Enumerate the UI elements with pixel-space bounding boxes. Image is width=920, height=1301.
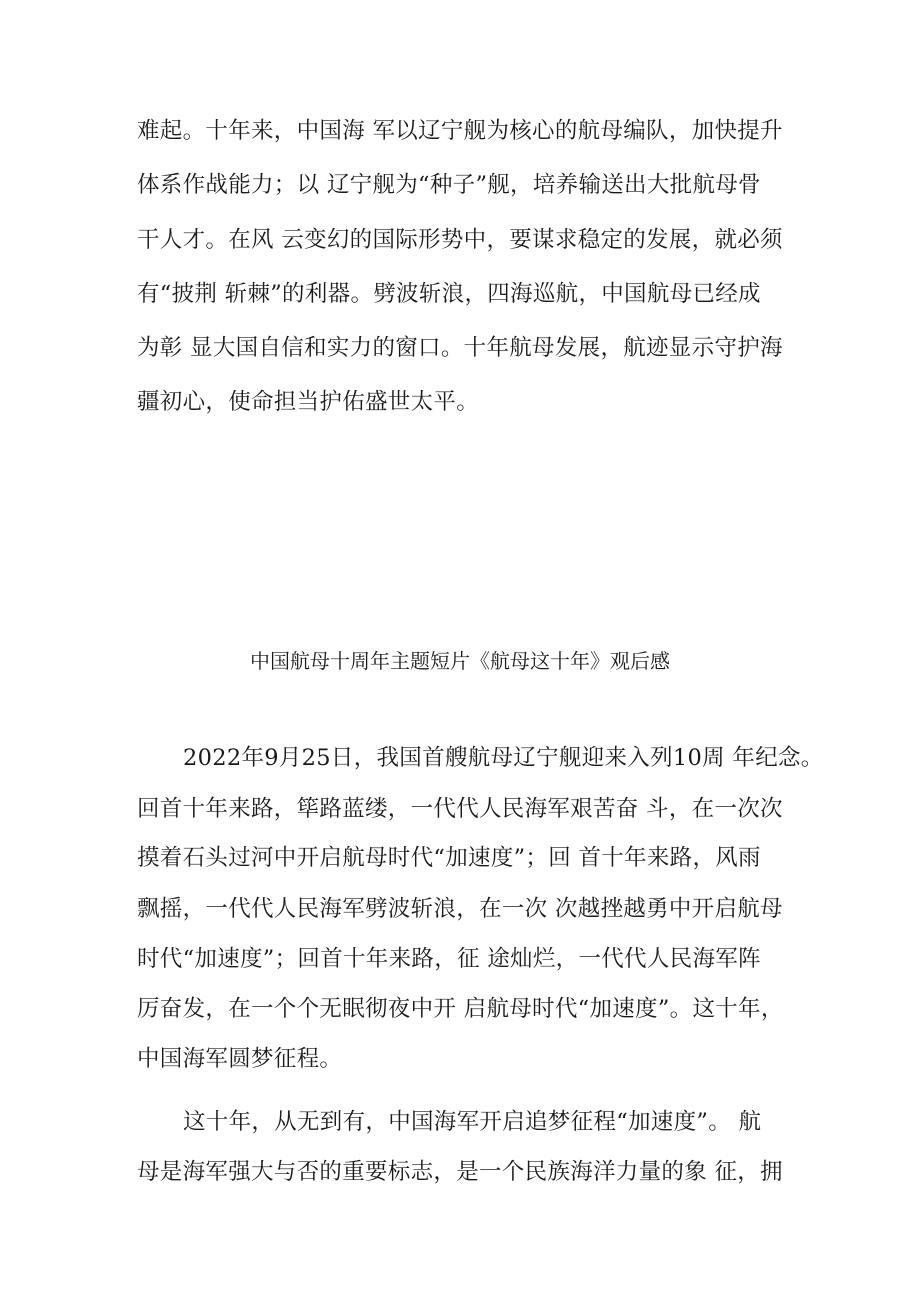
paragraph-line: 摸着石头过河中开启航母时代“加速度”；回 首十年来路，风雨 <box>137 845 761 871</box>
paragraph-line: 时代“加速度”；回首十年来路，征 途灿烂，一代代人民海军阵 <box>137 946 761 972</box>
paragraph-line: 2022年9月25日，我国首艘航母辽宁舰迎来入列10周 年纪念。 <box>183 745 824 771</box>
paragraph-line: 干人才。在风 云变幻的国际形势中，要谋求稳定的发展，就必须 <box>137 227 783 253</box>
paragraph-line: 体系作战能力；以 辽宁舰为“种子”舰，培养输送出大批航母骨 <box>137 172 761 198</box>
page-title: 中国航母十周年主题短片《航母这十年》观后感 <box>250 649 670 673</box>
paragraph-line: 中国海军圆梦征程。 <box>137 1046 343 1072</box>
paragraph-line: 疆初心，使命担当护佑盛世太平。 <box>137 389 480 415</box>
paragraph-line: 厉奋发，在一个个无眠彻夜中开 启航母时代“加速度”。这十年， <box>137 996 784 1022</box>
paragraph-line: 母是海军强大与否的重要标志，是一个民族海洋力量的象 征，拥 <box>137 1159 783 1185</box>
paragraph-line: 回首十年来路，筚路蓝缕，一代代人民海军艰苦奋 斗，在一次次 <box>137 796 783 822</box>
paragraph-line: 有“披荆 斩棘”的利器。劈波斩浪，四海巡航，中国航母已经成 <box>137 281 761 307</box>
paragraph-line: 飘摇，一代代人民海军劈波斩浪，在一次 次越挫越勇中开启航母 <box>137 896 783 922</box>
paragraph-line: 这十年，从无到有，中国海军开启追梦征程“加速度”。 航 <box>183 1109 762 1135</box>
paragraph-line: 难起。十年来，中国海 军以辽宁舰为核心的航母编队，加快提升 <box>137 118 783 144</box>
paragraph-line: 为彰 显大国自信和实力的窗口。十年航母发展，航迹显示守护海 <box>137 335 783 361</box>
